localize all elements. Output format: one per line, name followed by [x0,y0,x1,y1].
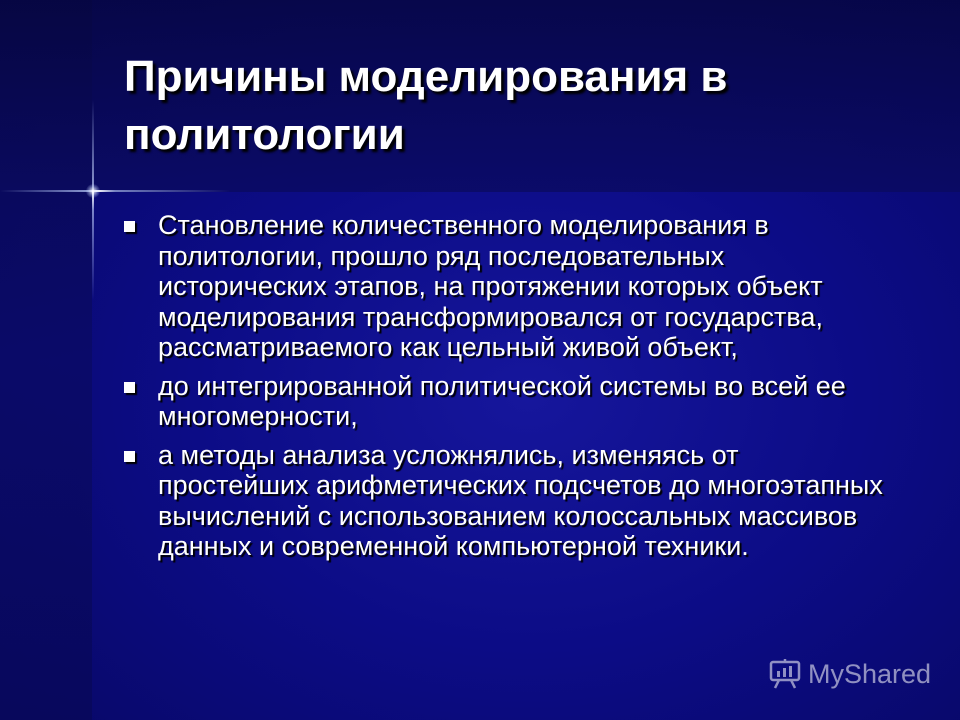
bullet-text: до интегрированной политической системы во всей ее многомерности, [158,370,846,431]
myshared-watermark [768,656,931,692]
slide-title: Причины моделирования в политологии [124,52,728,159]
sparkle-horizontal-line [0,190,230,192]
sparkle-vertical-line [92,100,94,300]
presentation-board-icon [768,657,802,691]
bullet-text: а методы анализа усложнялись, изменяясь от простейших арифметических подсчетов до многоэтапных вычислений с использованием колоссальных массивов данных и современной компьютерной техники. [158,439,883,561]
bullet-item [124,371,894,432]
square-bullet-icon [124,221,135,232]
bullet-text: Становление количественного моделирования в политологии, прошло ряд последовательных исторических этапов, на протяжении которых объект моделирования трансформировался от государства, рассматриваемого как цельный живой объект, [158,210,823,362]
watermark-text: MyShared [808,659,932,689]
bullet-item [124,210,894,363]
bullet-item [124,440,894,562]
square-bullet-icon [124,382,135,393]
square-bullet-icon [124,451,135,462]
bullet-list [124,210,894,570]
sparkle-star-icon [86,184,100,198]
